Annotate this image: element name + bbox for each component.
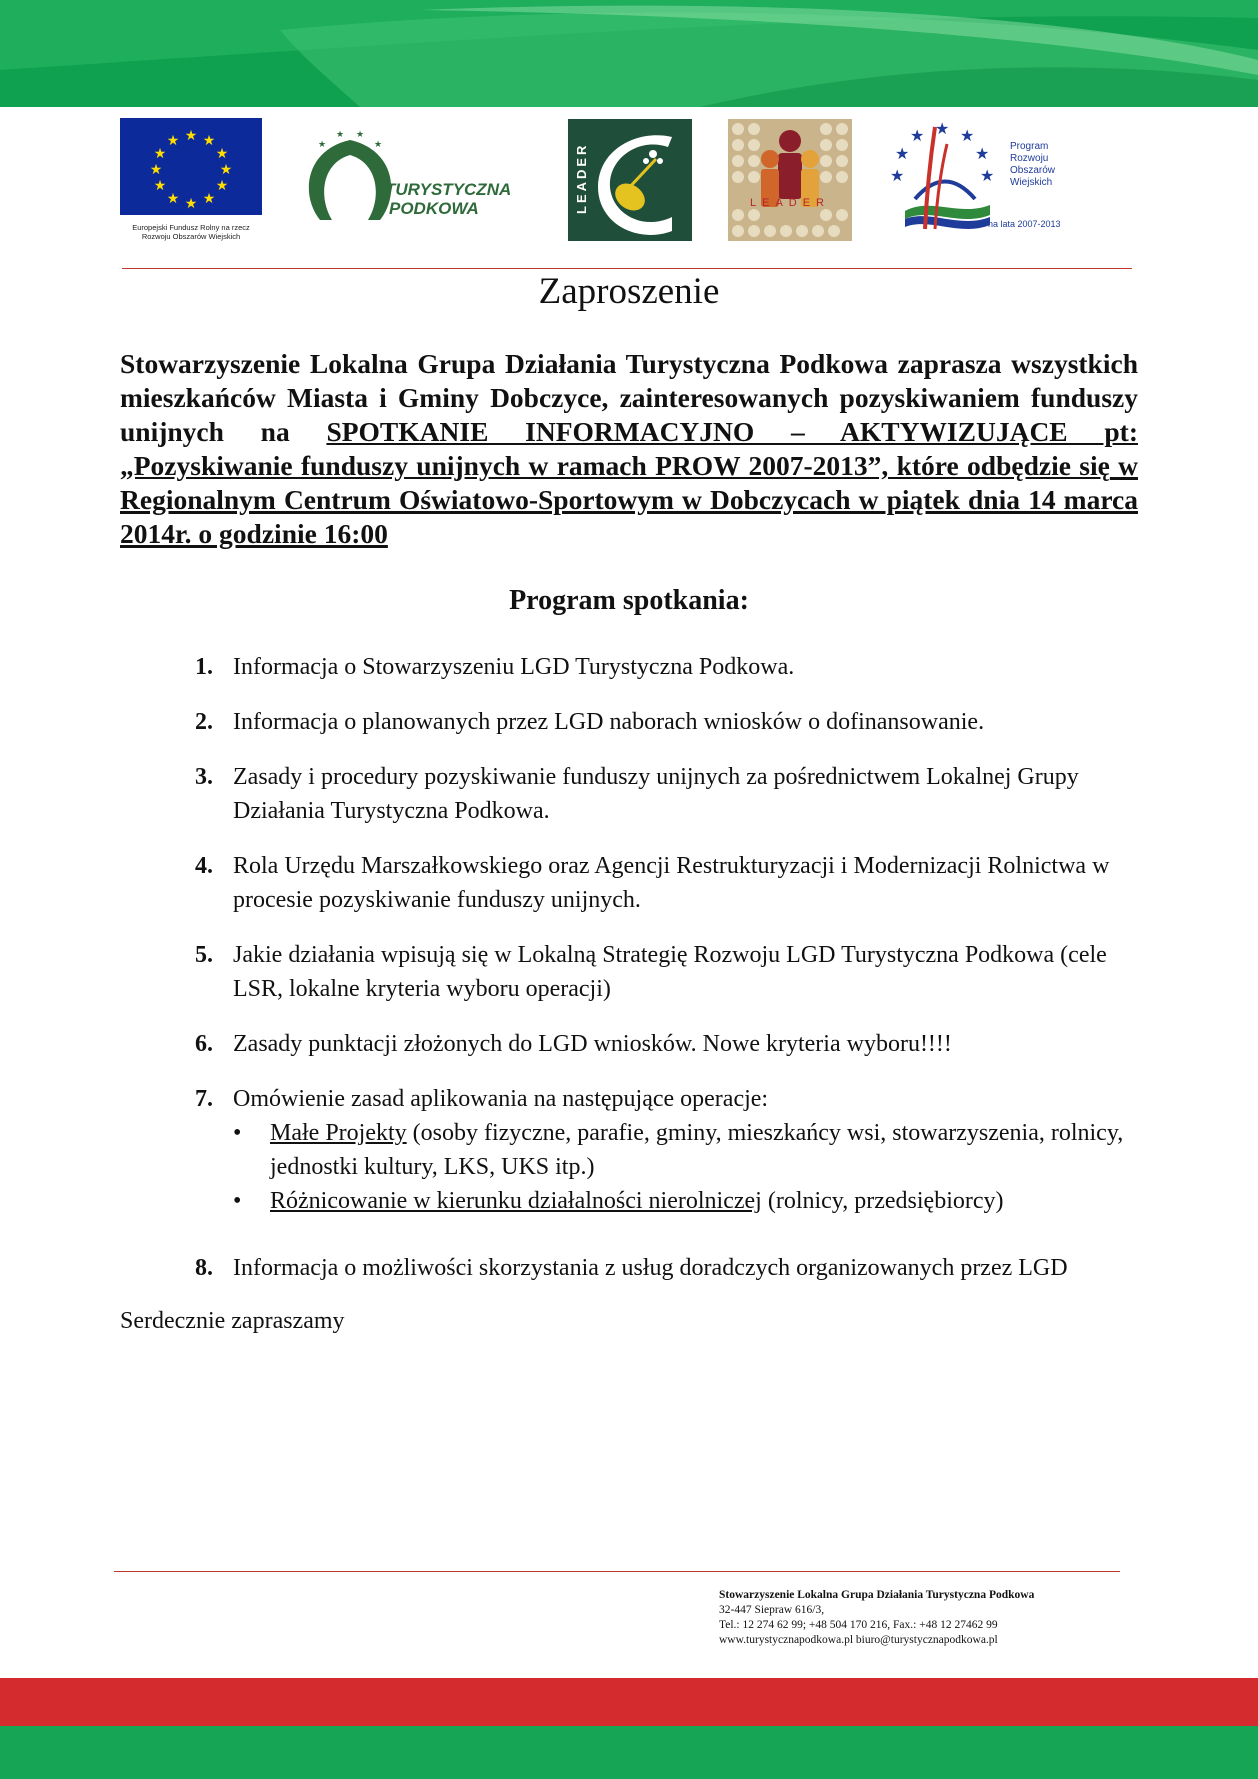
prow-line-4: Wiejskich [1010, 177, 1053, 188]
svg-text:★: ★ [166, 191, 180, 207]
intro-event-name: SPOTKANIE INFORMACYJNO – AKTYWIZUJĄCE pt: „Pozyskiwanie funduszy unijnych w ramach PROW 2007-2013”, które odbędzie się [120, 416, 1138, 481]
svg-text:★: ★ [202, 191, 216, 207]
eu-flag-icon [120, 118, 262, 215]
item-number: 8. [195, 1255, 213, 1281]
svg-text:★: ★ [356, 130, 365, 140]
sublist-item-desc: (rolnicy, przedsiębiorcy) [761, 1188, 1004, 1214]
item-text: Informacja o Stowarzyszeniu LGD Turystyczna Podkowa. [233, 654, 795, 680]
svg-text:★: ★ [336, 130, 345, 140]
footer-contact [719, 1588, 1139, 1648]
logos-row [0, 115, 1258, 250]
header-rule [122, 268, 1132, 269]
svg-text:★: ★ [975, 144, 990, 163]
podkowa-name-line2: PODKOWA [389, 199, 479, 218]
prow-logo [885, 119, 1075, 244]
item-number: 2. [195, 709, 213, 735]
turystyczna-podkowa-logo [300, 125, 530, 235]
item-text: Informacja o planowanych przez LGD naborach wniosków o dofinansowanie. [233, 709, 985, 735]
item-text: Zasady i procedury pozyskiwanie funduszy unijnych za pośrednictwem Lokalnej Grupy Działania Turystyczna Podkowa. [233, 764, 1079, 824]
list-item [190, 938, 1150, 1006]
item-number: 4. [195, 853, 213, 879]
item-number: 7. [195, 1086, 213, 1112]
prow-years: na lata 2007-2013 [988, 219, 1061, 229]
footer-green-band [0, 1726, 1258, 1779]
footer-web-email: www.turystycznapodkowa.pl biuro@turystycznapodkowa.pl [719, 1634, 998, 1646]
list-item [190, 1251, 1150, 1285]
svg-text:★: ★ [935, 119, 950, 138]
prow-line-1: Program [1010, 141, 1049, 152]
list-item [190, 1082, 1150, 1218]
svg-text:★: ★ [960, 126, 975, 145]
program-list [190, 650, 1150, 1306]
svg-text:★: ★ [215, 178, 229, 194]
svg-text:★: ★ [980, 166, 995, 185]
item-number: 5. [195, 942, 213, 968]
leader-people-logo [728, 119, 852, 241]
invitation-text [120, 347, 1138, 551]
item-number: 1. [195, 654, 213, 680]
prow-emblem-icon [885, 119, 1005, 241]
svg-text:★: ★ [149, 162, 163, 178]
item-text: Zasady punktacji złożonych do LGD wniosków. Nowe kryteria wyboru!!!! [233, 1031, 952, 1057]
item-text: Informacja o możliwości skorzystania z usług doradczych organizowanych przez LGD [233, 1255, 1068, 1281]
eu-logo [120, 118, 262, 243]
svg-text:★: ★ [215, 146, 229, 162]
footer-phones: Tel.: 12 274 62 99; +48 504 170 216, Fax.: +48 12 27462 99 [719, 1619, 998, 1631]
item-number: 3. [195, 764, 213, 790]
svg-text:★: ★ [202, 133, 216, 149]
podkowa-name-line1: TURYSTYCZNA [385, 180, 512, 199]
list-item [190, 760, 1150, 828]
sublist-item [233, 1184, 1150, 1218]
leader-vertical-text: LEADER [574, 142, 589, 214]
list-item [190, 705, 1150, 739]
list-item [190, 1027, 1150, 1061]
svg-text:★: ★ [166, 133, 180, 149]
prow-line-2: Rozwoju [1010, 153, 1049, 164]
leader-people-text: LEADER [749, 197, 831, 209]
footer-address: 32-447 Siepraw 616/3, [719, 1604, 825, 1616]
item-number: 6. [195, 1031, 213, 1057]
item-text: Jakie działania wpisują się w Lokalną Strategię Rozwoju LGD Turystyczna Podkowa (cele LSR, lokalne kryteria wyboru operacji) [233, 942, 1107, 1002]
item-text: Omówienie zasad aplikowania na następujące operacje: [233, 1086, 769, 1112]
svg-text:★: ★ [895, 144, 910, 163]
svg-text:★: ★ [890, 166, 905, 185]
intro-part1: Stowarzyszenie Lokalna Grupa Działania Turystyczna Podkowa zaprasza wszystkich mieszkańców Miasta i Gminy Dobczyce, zainteresowanych pozyskiwaniem funduszy unijnych na [120, 348, 1138, 447]
bullet-icon: • [233, 1188, 242, 1214]
svg-text:★: ★ [184, 128, 198, 144]
bullet-icon: • [233, 1120, 242, 1146]
prow-line-3: Obszarów [1010, 165, 1056, 176]
footer-org: Stowarzyszenie Lokalna Grupa Działania Turystyczna Podkowa [719, 1589, 1035, 1601]
male-projekty-label: Małe Projekty [270, 1120, 407, 1146]
closing-text: Serdecznie zapraszamy [120, 1308, 345, 1334]
page-title: Zaproszenie [538, 271, 720, 312]
eu-caption-line1: Europejski Fundusz Rolny na rzecz [132, 223, 250, 232]
operations-sublist [233, 1116, 1150, 1218]
item-text: Rola Urzędu Marszałkowskiego oraz Agencji Restrukturyzacji i Modernizacji Rolnictwa w procesie pozyskiwanie funduszy unijnych. [233, 853, 1110, 913]
sublist-item [233, 1116, 1150, 1184]
svg-text:★: ★ [153, 146, 167, 162]
svg-text:★: ★ [153, 178, 167, 194]
svg-text:★: ★ [374, 140, 383, 150]
footer-red-band [0, 1678, 1258, 1726]
intro-event-place-date: w Regionalnym Centrum Oświatowo-Sportowym w Dobczycach w piątek dnia 14 marca 2014r. o godzinie 16:00 [120, 450, 1138, 549]
svg-text:★: ★ [184, 196, 198, 212]
sublist-item-desc: (osoby fizyczne, parafie, gminy, mieszkańcy wsi, stowarzyszenia, rolnicy, jednostki kultury, LKS, UKS itp.) [270, 1120, 1124, 1180]
svg-text:★: ★ [219, 162, 233, 178]
svg-text:★: ★ [318, 140, 327, 150]
program-title: Program spotkania: [509, 585, 749, 616]
leader-logo [568, 119, 692, 241]
footer-rule [114, 1571, 1120, 1572]
list-item [190, 849, 1150, 917]
roznicowanie-label: Różnicowanie w kierunku działalności nierolniczej [270, 1188, 762, 1214]
header-green-band [0, 0, 1258, 107]
leader-people-icon [728, 119, 852, 241]
svg-text:★: ★ [910, 126, 925, 145]
list-item [190, 650, 1150, 684]
eu-caption-line2: Rozwoju Obszarów Wiejskich [141, 232, 241, 241]
